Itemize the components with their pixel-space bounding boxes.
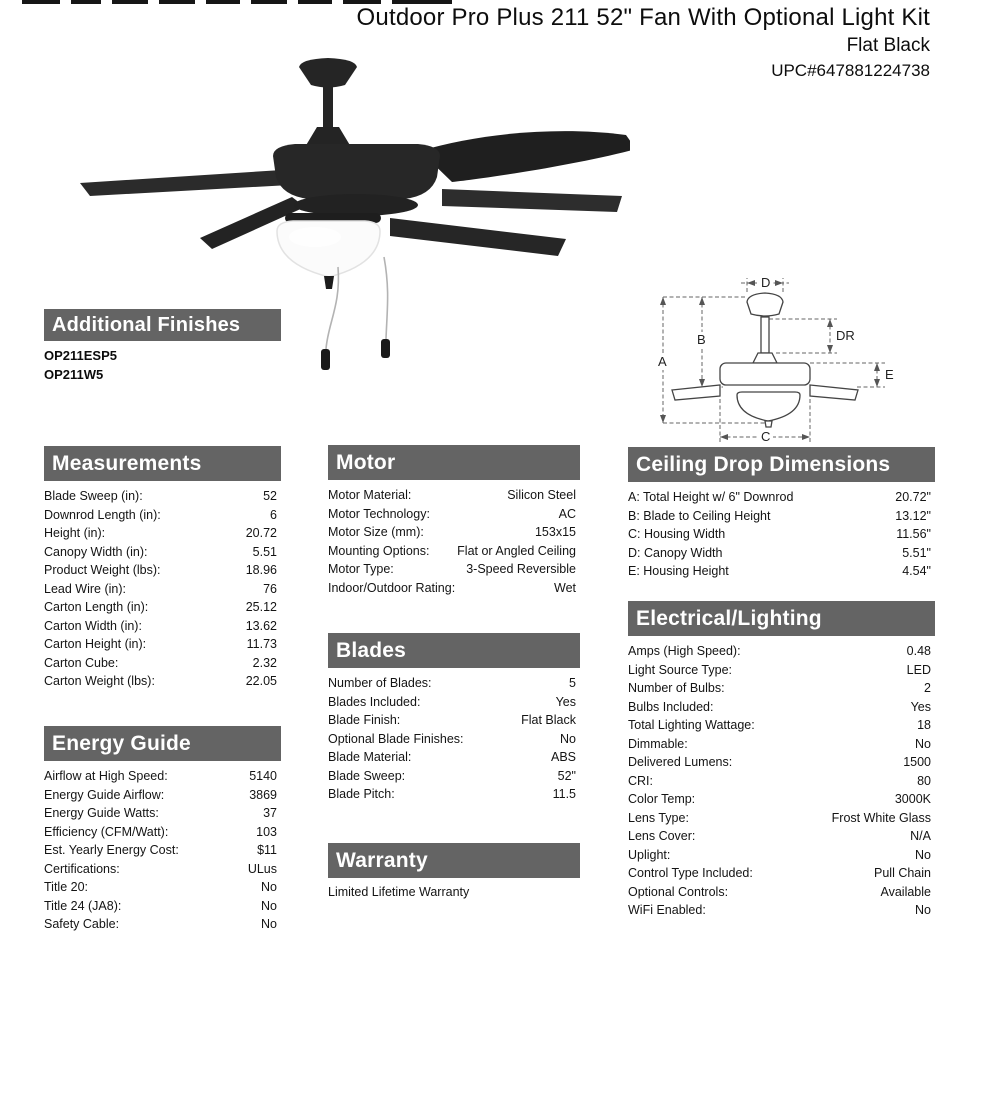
spec-label: Motor Size (mm): (328, 525, 424, 539)
diagram-label-c: C (761, 429, 771, 444)
spec-label: Blade Finish: (328, 713, 401, 727)
spec-label: Blade Pitch: (328, 787, 395, 801)
spec-value: No (915, 903, 931, 917)
spec-row (44, 767, 281, 786)
spec-row (44, 915, 281, 934)
spec-row (44, 598, 281, 617)
spec-row (44, 804, 281, 823)
spec-value: 52" (557, 768, 576, 783)
spec-row (628, 716, 935, 735)
spec-row (628, 507, 935, 526)
section-header: Warranty (328, 843, 580, 878)
spec-value: LED (906, 662, 931, 677)
spec-row (628, 827, 935, 846)
spec-row (628, 790, 935, 809)
spec-value: 103 (256, 824, 277, 839)
spec-label: Color Temp: (628, 792, 696, 806)
spec-label: Motor Type: (328, 562, 394, 576)
spec-value: Flat Black (521, 713, 576, 727)
spec-table (628, 642, 935, 920)
spec-label: Height (in): (44, 526, 106, 540)
spec-label: Optional Blade Finishes: (328, 731, 464, 746)
spec-label: Airflow at High Speed: (44, 769, 168, 783)
spec-row (628, 544, 935, 563)
spec-label: B: Blade to Ceiling Height (628, 508, 771, 523)
spec-value: 76 (263, 581, 277, 596)
spec-value: 22.05 (245, 674, 277, 688)
spec-row (628, 679, 935, 698)
spec-value: 20.72 (245, 526, 277, 540)
spec-row (628, 735, 935, 754)
section-warranty (328, 843, 580, 899)
spec-value: ULus (247, 861, 277, 876)
spec-value: 5.51" (902, 545, 931, 560)
spec-label: Total Lighting Wattage: (628, 718, 755, 732)
spec-value: Silicon Steel (507, 488, 576, 502)
pull-chain-fob (381, 339, 390, 358)
spec-value: 25.12 (245, 600, 277, 614)
pull-chain (384, 257, 388, 339)
section-header: Blades (328, 633, 580, 668)
spec-value: 18 (917, 718, 931, 732)
spec-value: No (560, 731, 576, 746)
section-additional-finishes (44, 309, 281, 384)
spec-row (44, 654, 281, 673)
spec-row (44, 635, 281, 654)
spec-row (44, 487, 281, 506)
finish-item: OP211ESP5 (44, 348, 117, 363)
spec-value: 80 (917, 773, 931, 788)
spec-value: N/A (910, 829, 931, 843)
diagram-label-d: D (761, 275, 771, 290)
spec-value: 5.51 (252, 544, 277, 559)
spec-value: Frost White Glass (831, 810, 931, 825)
diagram-label-e: E (885, 367, 894, 382)
section-ceiling-drop-dimensions (628, 447, 935, 581)
section-header: Additional Finishes (44, 309, 281, 341)
spec-value: 5140 (249, 769, 277, 783)
spec-label: Amps (High Speed): (628, 644, 741, 658)
section-header: Motor (328, 445, 580, 480)
spec-label: Control Type Included: (628, 866, 753, 880)
section-motor (328, 445, 580, 597)
spec-label: Downrod Length (in): (44, 507, 161, 522)
spec-row (44, 617, 281, 636)
section-header: Energy Guide (44, 726, 281, 761)
spec-value: 3869 (249, 787, 277, 802)
spec-row (628, 698, 935, 717)
spec-value: No (915, 847, 931, 862)
warranty-text: Limited Lifetime Warranty (328, 885, 470, 899)
spec-row (328, 711, 580, 730)
spec-value: 11.56" (896, 527, 931, 541)
spec-label: Dimmable: (628, 736, 688, 751)
spec-value: 13.12" (895, 508, 931, 523)
spec-value: 13.62 (245, 618, 277, 633)
spec-label: Carton Height (in): (44, 637, 147, 651)
spec-label: D: Canopy Width (628, 545, 723, 560)
spec-table (328, 486, 580, 597)
spec-value: 2.32 (252, 655, 277, 670)
spec-label: Energy Guide Watts: (44, 806, 159, 820)
spec-value: No (261, 917, 277, 931)
diagram-downrod (761, 317, 769, 353)
spec-label: WiFi Enabled: (628, 903, 706, 917)
spec-table (628, 488, 935, 581)
spec-row (628, 901, 935, 920)
spec-row (44, 524, 281, 543)
fan-blade (80, 170, 290, 196)
spec-row (328, 730, 580, 749)
spec-table (328, 674, 580, 804)
spec-value: 52 (263, 489, 277, 503)
spec-row (328, 674, 580, 693)
spec-label: Bulbs Included: (628, 699, 714, 714)
spec-table (44, 767, 281, 934)
spec-label: Blades Included: (328, 694, 421, 709)
spec-value: 6 (270, 507, 277, 522)
spec-row (44, 543, 281, 562)
dimension-diagram (645, 262, 900, 447)
spec-label: Delivered Lumens: (628, 755, 733, 769)
finish-item: OP211W5 (44, 367, 104, 382)
spec-label: Carton Length (in): (44, 600, 149, 614)
spec-row (44, 823, 281, 842)
spec-label: Lens Type: (628, 810, 689, 825)
spec-row (328, 486, 580, 505)
spec-value: 4.54" (902, 564, 931, 578)
spec-row (328, 523, 580, 542)
section-electrical-lighting (628, 601, 935, 920)
bowl-highlight (289, 227, 341, 247)
spec-row (628, 809, 935, 828)
spec-value: 0.48 (906, 644, 931, 658)
diagram-housing (720, 363, 810, 385)
section-header: Ceiling Drop Dimensions (628, 447, 935, 482)
spec-row (628, 562, 935, 581)
diagram-blade-left (672, 385, 720, 400)
spec-value: 2 (924, 681, 931, 695)
spec-label: Lens Cover: (628, 829, 696, 843)
spec-row (44, 878, 281, 897)
spec-value: 3000K (894, 792, 931, 806)
spec-label: Carton Cube: (44, 655, 119, 670)
spec-label: Efficiency (CFM/Watt): (44, 824, 169, 839)
spec-row (628, 846, 935, 865)
fan-finial (324, 276, 334, 289)
spec-label: Blade Material: (328, 750, 412, 764)
spec-value: Wet (554, 580, 576, 595)
spec-row (328, 693, 580, 712)
spec-row (44, 841, 281, 860)
diagram-coupler (753, 353, 777, 363)
diagram-label-b: B (697, 332, 706, 347)
spec-value: No (261, 880, 277, 894)
spec-value: 153x15 (534, 525, 576, 539)
spec-row (328, 767, 580, 786)
spec-value: 11.73 (246, 637, 277, 651)
spec-label: Number of Blades: (328, 676, 432, 690)
spec-row (44, 580, 281, 599)
spec-value: 37 (263, 806, 277, 820)
fan-motor-housing (273, 144, 440, 199)
spec-row (328, 542, 580, 561)
fan-downrod (323, 85, 333, 129)
section-header: Electrical/Lighting (628, 601, 935, 636)
page-title: Outdoor Pro Plus 211 52" Fan With Optional Light Kit (356, 4, 930, 31)
spec-label: A: Total Height w/ 6" Downrod (628, 490, 794, 504)
spec-value: No (915, 736, 931, 751)
spec-value: Yes (555, 694, 576, 709)
spec-value: ABS (550, 750, 576, 764)
fan-blade (442, 189, 622, 212)
spec-row (628, 864, 935, 883)
spec-row (44, 672, 281, 691)
spec-value: 11.5 (552, 787, 576, 801)
section-energy-guide (44, 726, 281, 934)
spec-row (628, 642, 935, 661)
spec-row (44, 897, 281, 916)
spec-label: Certifications: (44, 861, 120, 876)
spec-value: Flat or Angled Ceiling (457, 543, 576, 558)
spec-value: $11 (257, 843, 277, 857)
pull-chain-fob (321, 349, 330, 370)
spec-label: Uplight: (628, 847, 671, 862)
spec-value: 20.72" (895, 490, 931, 504)
spec-label: E: Housing Height (628, 564, 729, 578)
spec-table (44, 487, 281, 691)
spec-value: 5 (569, 676, 576, 690)
spec-label: Motor Technology: (328, 506, 430, 521)
spec-value: Yes (910, 699, 931, 714)
section-measurements (44, 446, 281, 691)
diagram-label-a: A (658, 354, 667, 369)
spec-label: Blade Sweep: (328, 768, 406, 783)
spec-label: CRI: (628, 773, 653, 788)
spec-value: 18.96 (245, 563, 277, 577)
spec-label: Number of Bulbs: (628, 681, 725, 695)
spec-value: Pull Chain (874, 866, 931, 880)
spec-label: Indoor/Outdoor Rating: (328, 580, 456, 595)
fan-hub (294, 194, 418, 216)
spec-label: Energy Guide Airflow: (44, 787, 165, 802)
spec-row (44, 786, 281, 805)
spec-label: Light Source Type: (628, 662, 733, 677)
fan-canopy (299, 58, 357, 88)
spec-label: Carton Weight (lbs): (44, 674, 155, 688)
spec-label: Est. Yearly Energy Cost: (44, 843, 179, 857)
spec-row (628, 883, 935, 902)
fan-blade (390, 218, 566, 256)
spec-row (628, 753, 935, 772)
spec-label: Lead Wire (in): (44, 581, 126, 596)
spec-label: Safety Cable: (44, 917, 120, 931)
diagram-bowl (737, 392, 800, 421)
diagram-canopy (747, 293, 783, 316)
spec-row (44, 506, 281, 525)
spec-label: Motor Material: (328, 488, 412, 502)
spec-label: Mounting Options: (328, 543, 430, 558)
spec-row (328, 505, 580, 524)
spec-value: AC (558, 506, 576, 521)
spec-label: Optional Controls: (628, 884, 729, 899)
finish-name: Flat Black (846, 35, 930, 56)
spec-row (628, 772, 935, 791)
spec-value: Available (880, 884, 931, 899)
spec-row (328, 560, 580, 579)
spec-value: 3-Speed Reversible (466, 562, 576, 576)
spec-value: No (261, 898, 277, 913)
diagram-blade-right (810, 385, 858, 400)
spec-label: Product Weight (lbs): (44, 563, 161, 577)
upc-code: UPC#647881224738 (771, 61, 930, 80)
spec-label: Canopy Width (in): (44, 544, 148, 559)
diagram-finial (765, 421, 772, 427)
section-header: Measurements (44, 446, 281, 481)
spec-row (628, 488, 935, 507)
spec-row (328, 785, 580, 804)
spec-row (44, 561, 281, 580)
spec-label: Title 24 (JA8): (44, 898, 122, 913)
spec-label: C: Housing Width (628, 527, 726, 541)
finish-list (44, 346, 281, 384)
spec-label: Carton Width (in): (44, 618, 142, 633)
diagram-label-dr: DR (836, 328, 855, 343)
section-blades (328, 633, 580, 804)
spec-row (44, 860, 281, 879)
fan-blade (420, 131, 630, 182)
spec-row (628, 525, 935, 544)
spec-row (328, 748, 580, 767)
spec-row (628, 661, 935, 680)
spec-label: Blade Sweep (in): (44, 489, 143, 503)
spec-row (328, 579, 580, 598)
spec-label: Title 20: (44, 880, 89, 894)
spec-value: 1500 (903, 755, 931, 769)
